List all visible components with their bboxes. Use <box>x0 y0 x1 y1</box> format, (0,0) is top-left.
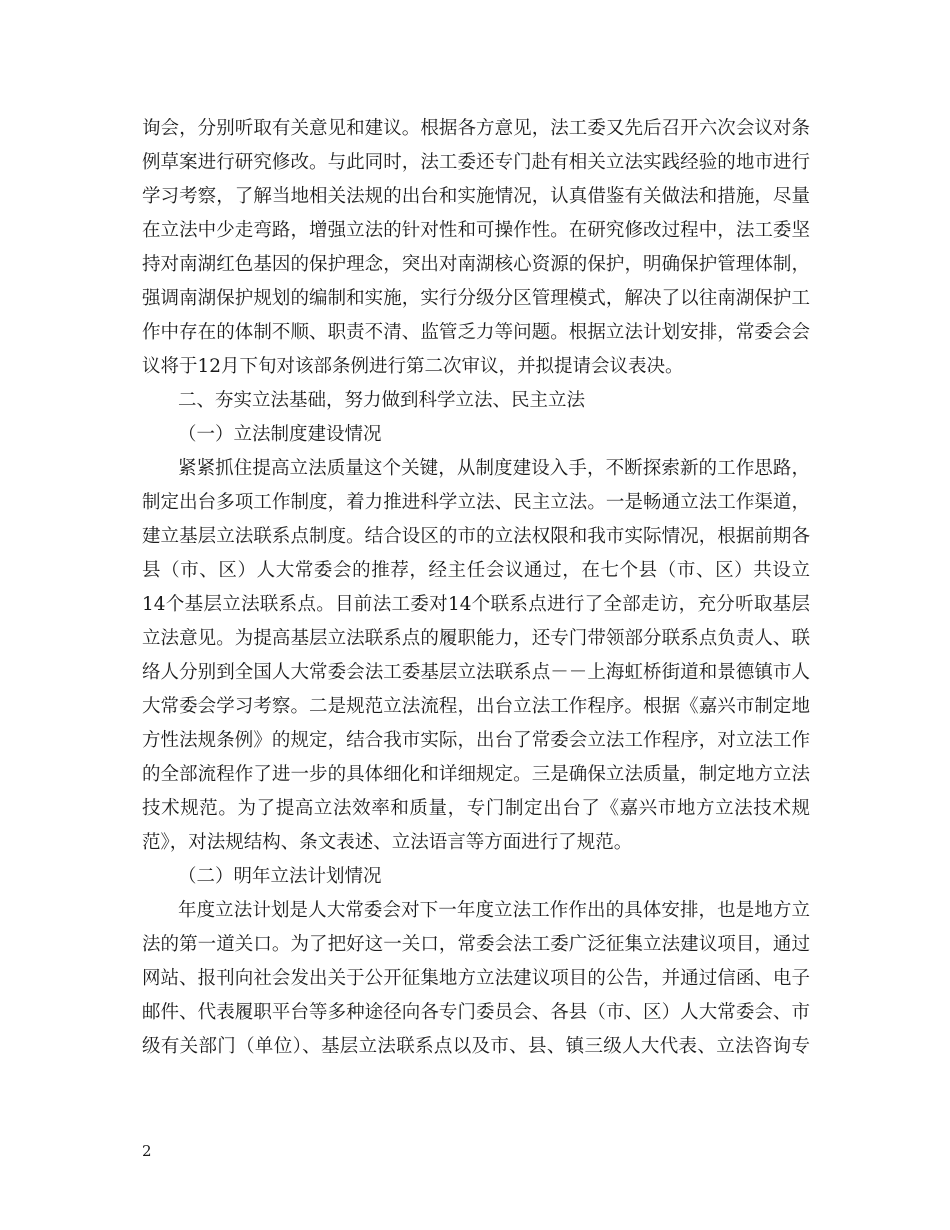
text-line: 例草案进行研究修改。与此同时，法工委还专门赴有相关立法实践经验的地市进行 <box>142 152 810 173</box>
text-line: 询会，分别听取有关意见和建议。根据各方意见，法工委又先后召开六次会议对条 <box>142 118 810 139</box>
text-line: 的全部流程作了进一步的具体细化和详细规定。三是确保立法质量，制定地方立法 <box>142 764 810 785</box>
text-line: （一）立法制度建设情况 <box>178 424 382 445</box>
text-line: 作中存在的体制不顺、职责不清、监管乏力等问题。根据立法计划安排，常委会会 <box>142 322 810 343</box>
text-line: 技术规范。为了提高立法效率和质量，专门制定出台了《嘉兴市地方立法技术规 <box>142 798 810 819</box>
text-line: 大常委会学习考察。二是规范立法流程，出台立法工作程序。根据《嘉兴市制定地 <box>142 696 810 717</box>
text-line: 紧紧抓住提高立法质量这个关键，从制度建设入手，不断探索新的工作思路， <box>178 458 810 479</box>
text-line: 级有关部门（单位）、基层立法联系点以及市、县、镇三级人大代表、立法咨询专 <box>142 1036 810 1057</box>
text-line: 学习考察，了解当地相关法规的出台和实施情况，认真借鉴有关做法和措施，尽量 <box>142 186 810 207</box>
text-line: 在立法中少走弯路，增强立法的针对性和可操作性。在研究修改过程中，法工委坚 <box>142 220 810 241</box>
text-line: 制定出台多项工作制度，着力推进科学立法、民主立法。一是畅通立法工作渠道， <box>142 492 810 513</box>
text-line: 年度立法计划是人大常委会对下一年度立法工作作出的具体安排，也是地方立 <box>178 900 810 921</box>
text-line: 法的第一道关口。为了把好这一关口，常委会法工委广泛征集立法建议项目，通过 <box>142 934 810 955</box>
text-line: 14个基层立法联系点。目前法工委对14个联系点进行了全部走访，充分听取基层 <box>142 594 810 615</box>
text-line: 持对南湖红色基因的保护理念，突出对南湖核心资源的保护，明确保护管理体制， <box>142 254 810 275</box>
page-number: 2 <box>142 1142 152 1160</box>
text-line: 范》，对法规结构、条文表述、立法语言等方面进行了规范。 <box>142 832 633 853</box>
text-line: 县（市、区）人大常委会的推荐，经主任会议通过，在七个县（市、区）共设立 <box>142 560 810 581</box>
text-line: （二）明年立法计划情况 <box>178 866 382 887</box>
text-line: 议将于12月下旬对该部条例进行第二次审议，并拟提请会议表决。 <box>142 356 684 377</box>
text-line: 方性法规条例》的规定，结合我市实际，出台了常委会立法工作程序，对立法工作 <box>142 730 810 751</box>
document-body <box>142 112 810 1064</box>
text-line: 强调南湖保护规划的编制和实施，实行分级分区管理模式，解决了以往南湖保护工 <box>142 288 810 309</box>
text-line: 立法意见。为提高基层立法联系点的履职能力，还专门带领部分联系点负责人、联 <box>142 628 810 649</box>
text-line: 络人分别到全国人大常委会法工委基层立法联系点－－上海虹桥街道和景德镇市人 <box>142 662 810 683</box>
text-line: 二、夯实立法基础，努力做到科学立法、民主立法 <box>178 390 586 411</box>
text-line: 邮件、代表履职平台等多种途径向各专门委员会、各县（市、区）人大常委会、市 <box>142 1002 810 1023</box>
text-line: 建立基层立法联系点制度。结合设区的市的立法权限和我市实际情况，根据前期各 <box>142 526 810 547</box>
text-line: 网站、报刊向社会发出关于公开征集地方立法建议项目的公告，并通过信函、电子 <box>142 968 810 989</box>
